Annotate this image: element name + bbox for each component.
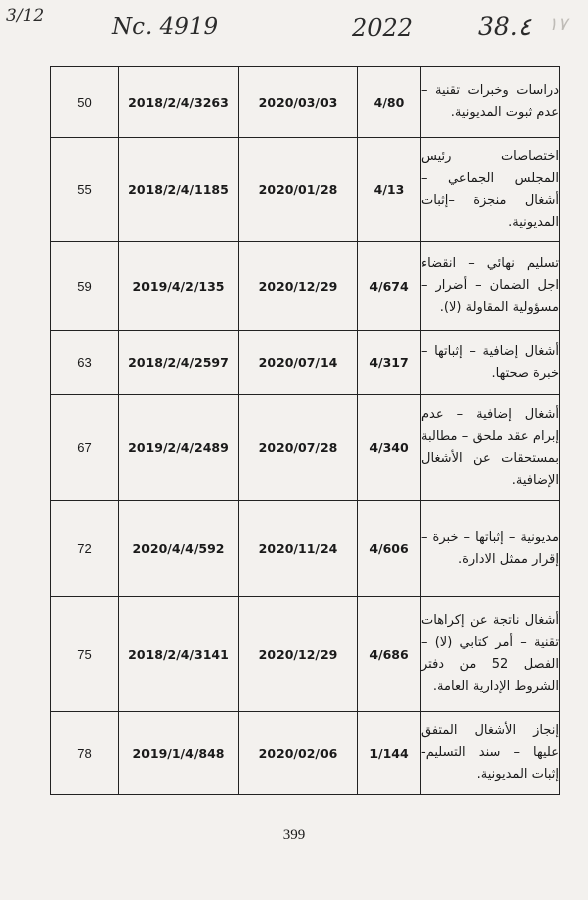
table-row bbox=[51, 501, 560, 597]
table-row bbox=[51, 712, 560, 795]
handwritten-year: 2022 bbox=[352, 14, 414, 42]
page-ref-cell: 50 bbox=[51, 67, 119, 138]
page-ref-cell: 59 bbox=[51, 242, 119, 331]
table-row bbox=[51, 67, 560, 138]
decision-number-cell: 4/686 bbox=[358, 597, 421, 712]
table-row bbox=[51, 138, 560, 242]
subject-cell: أشغال ناتجة عن إكراهات تقنية – أمر كتابي (لا) – الفصل 52 من دفتر الشروط الإدارية العامة. bbox=[421, 597, 560, 712]
decision-number-cell: 4/80 bbox=[358, 67, 421, 138]
handwritten-corner-note: 3/12 bbox=[6, 6, 45, 26]
page-number: 399 bbox=[282, 827, 306, 843]
case-number-cell: 2019/2/4/2489 bbox=[119, 395, 239, 501]
page-ref-cell: 78 bbox=[51, 712, 119, 795]
page-ref-cell: 63 bbox=[51, 331, 119, 395]
subject-cell: اختصاصات رئيس المجلس الجماعي – أشغال منجزة –إثبات المديونية. bbox=[421, 138, 560, 242]
table-row bbox=[51, 395, 560, 501]
decision-number-cell: 4/13 bbox=[358, 138, 421, 242]
decision-date-cell: 2020/12/29 bbox=[239, 242, 358, 331]
subject-cell: دراسات وخبرات تقنية – عدم ثبوت المديونية. bbox=[421, 67, 560, 138]
subject-cell: مديونية – إثباتها – خبرة – إقرار ممثل الادارة. bbox=[421, 501, 560, 597]
case-number-cell: 2018/2/4/1185 bbox=[119, 138, 239, 242]
case-number-cell: 2019/4/2/135 bbox=[119, 242, 239, 331]
decision-date-cell: 2020/07/14 bbox=[239, 331, 358, 395]
case-number-cell: 2019/1/4/848 bbox=[119, 712, 239, 795]
subject-cell: أشغال إضافية – إثباتها – خبرة صحتها. bbox=[421, 331, 560, 395]
decision-number-cell: 4/340 bbox=[358, 395, 421, 501]
case-number-cell: 2018/2/4/3263 bbox=[119, 67, 239, 138]
page-ref-cell: 55 bbox=[51, 138, 119, 242]
decision-number-cell: 4/674 bbox=[358, 242, 421, 331]
judgments-table bbox=[50, 66, 560, 795]
page-ref-cell: 72 bbox=[51, 501, 119, 597]
decision-date-cell: 2020/11/24 bbox=[239, 501, 358, 597]
table-row bbox=[51, 597, 560, 712]
page-ref-cell: 75 bbox=[51, 597, 119, 712]
page-ref-cell: 67 bbox=[51, 395, 119, 501]
table-row bbox=[51, 331, 560, 395]
case-number-cell: 2018/2/4/2597 bbox=[119, 331, 239, 395]
table-row bbox=[51, 242, 560, 331]
decision-date-cell: 2020/12/29 bbox=[239, 597, 358, 712]
subject-cell: تسليم نهائي – انقضاء اجل الضمان – أضرار – مسؤولية المقاولة (لا). bbox=[421, 242, 560, 331]
decision-date-cell: 2020/01/28 bbox=[239, 138, 358, 242]
handwritten-margin-mark: ١٧ bbox=[548, 14, 568, 35]
decision-number-cell: 4/606 bbox=[358, 501, 421, 597]
decision-date-cell: 2020/02/06 bbox=[239, 712, 358, 795]
handwritten-reference: Nc. 4919 bbox=[112, 14, 219, 40]
decision-number-cell: 1/144 bbox=[358, 712, 421, 795]
handwritten-number: 38.٤ bbox=[478, 12, 532, 41]
decision-date-cell: 2020/07/28 bbox=[239, 395, 358, 501]
subject-cell: إنجاز الأشغال المتفق عليها – سند التسليم- إثبات المديونية. bbox=[421, 712, 560, 795]
subject-cell: أشغال إضافية – عدم إبرام عقد ملحق – مطالبة بمستحقات عن الأشغال الإضافية. bbox=[421, 395, 560, 501]
decision-number-cell: 4/317 bbox=[358, 331, 421, 395]
case-number-cell: 2018/2/4/3141 bbox=[119, 597, 239, 712]
decision-date-cell: 2020/03/03 bbox=[239, 67, 358, 138]
case-number-cell: 2020/4/4/592 bbox=[119, 501, 239, 597]
